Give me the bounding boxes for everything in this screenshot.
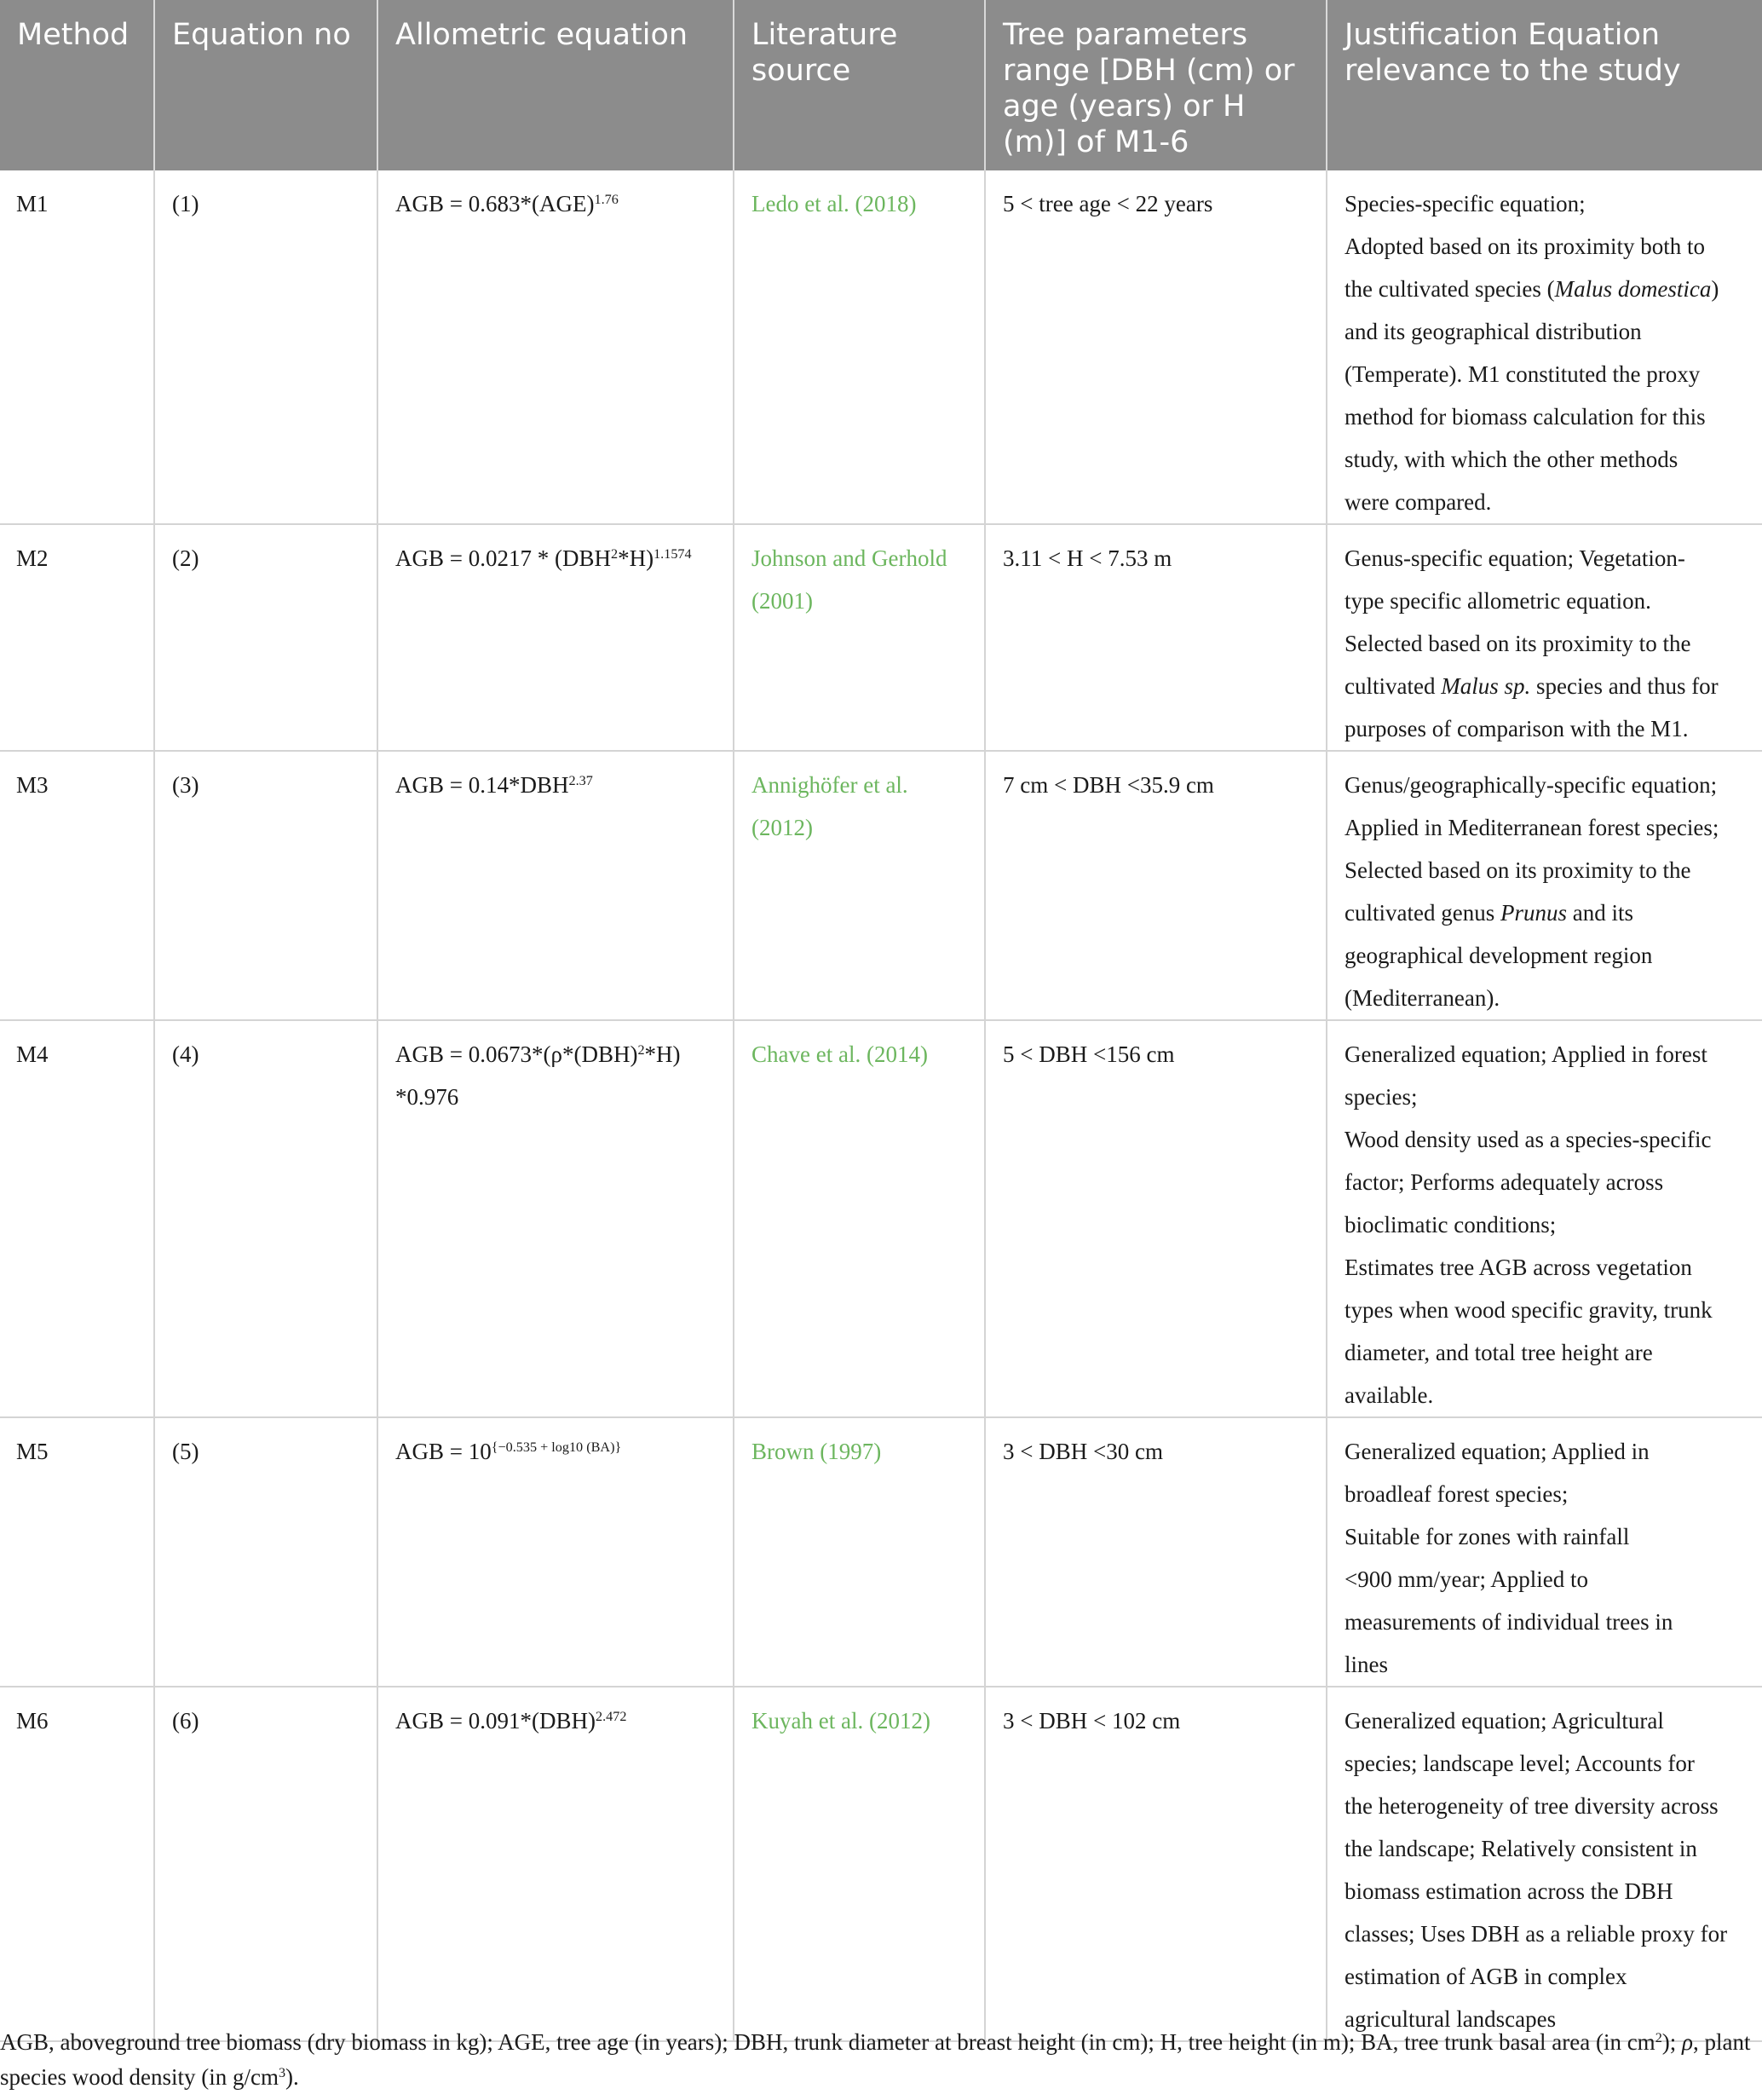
cell-method: M5 (0, 1417, 154, 1687)
justification-line: purposes of comparison with the M1. (1345, 716, 1689, 741)
table-row (0, 751, 1762, 1020)
footnote-superscript: 2 (1655, 2030, 1662, 2046)
header-justification: Justification Equation relevance to the study (1345, 18, 1681, 88)
species-name: Malus sp. (1441, 673, 1531, 699)
justification-line: Generalized equation; Applied in (1345, 1439, 1650, 1464)
justification-line: Species-specific equation; (1345, 191, 1586, 216)
justification-line: and its geographical distribution (1345, 319, 1642, 344)
cell-justification (1327, 1417, 1762, 1687)
justification-line: Genus-specific equation; Vegetation- (1345, 545, 1685, 571)
equation-exponent: {−0.535 + log10 (BA)} (491, 1439, 622, 1456)
cell-literature (734, 1687, 985, 2041)
cell-equation (377, 1020, 734, 1417)
equation-base: AGB = 0.14*DBH (395, 772, 569, 798)
justification-text: and its (1566, 900, 1633, 926)
cell-justification (1327, 524, 1762, 751)
equation-tail: *H) (644, 1041, 681, 1067)
literature-link[interactable]: Ledo et al. (2018) (751, 191, 917, 216)
footnote-text: AGB, aboveground tree biomass (dry biomass in kg); AGE, tree age (in years); DBH, trunk diameter at breast height (in cm); H, tree height (in m); BA, tree trunk basal area (in cm (0, 2029, 1655, 2055)
justification-line: method for biomass calculation for this (1345, 404, 1706, 430)
cell-literature (734, 1020, 985, 1417)
cell-equation (377, 524, 734, 751)
table-row (0, 1417, 1762, 1687)
equation-tail: *H) (618, 545, 654, 571)
justification-line: agricultural landscapes (1345, 2006, 1557, 2032)
justification-text: species and thus for (1530, 673, 1719, 699)
cell-literature (734, 751, 985, 1020)
justification-line: Selected based on its proximity to the (1345, 631, 1691, 656)
justification-text: cultivated genus (1345, 900, 1500, 926)
cell-justification (1327, 170, 1762, 524)
table-row (0, 1687, 1762, 2041)
justification-line: geographical development region (1345, 943, 1653, 968)
cell-method: M1 (0, 170, 154, 524)
cell-justification (1327, 1687, 1762, 2041)
justification-line: Estimates tree AGB across vegetation (1345, 1255, 1692, 1280)
justification-line: estimation of AGB in complex (1345, 1964, 1627, 1989)
justification-line: Genus/geographically-specific equation; (1345, 772, 1718, 798)
cell-range: 5 < tree age < 22 years (985, 170, 1327, 524)
cell-equation-no: (1) (154, 170, 377, 524)
footnote-superscript: 3 (278, 2065, 286, 2081)
header-equation-no: Equation no (154, 0, 377, 170)
justification-line: diameter, and total tree height are (1345, 1340, 1653, 1365)
cell-equation-no: (2) (154, 524, 377, 751)
footnote-text: ). (285, 2064, 299, 2090)
justification-line: the heterogeneity of tree diversity across (1345, 1793, 1719, 1819)
equation-exponent: 1.1574 (654, 546, 692, 562)
justification-line: Generalized equation; Agricultural (1345, 1708, 1664, 1734)
cell-equation (377, 1417, 734, 1687)
equation-base: AGB = 0.091*(DBH) (395, 1708, 596, 1734)
equation-base: AGB = 0.0217 * (DBH (395, 545, 611, 571)
literature-link[interactable]: Annighöfer et al. (2012) (751, 772, 908, 840)
justification-line: measurements of individual trees in (1345, 1609, 1673, 1635)
header-tree-parameters-range: Tree parameters range [DBH (cm) or age (years) or H (m)] of M1-6 (985, 0, 1327, 170)
table-row (0, 1020, 1762, 1417)
equation-base: AGB = 0.0673*(ρ*(DBH) (395, 1041, 638, 1067)
cell-range: 7 cm < DBH <35.9 cm (985, 751, 1327, 1020)
table-row (0, 524, 1762, 751)
literature-link[interactable]: Johnson and Gerhold (2001) (751, 545, 947, 614)
justification-line: types when wood specific gravity, trunk (1345, 1297, 1713, 1323)
justification-line: classes; Uses DBH as a reliable proxy for (1345, 1921, 1728, 1947)
justification-line: broadleaf forest species; (1345, 1481, 1569, 1507)
justification-line: Wood density used as a species-specific (1345, 1127, 1712, 1152)
justification-text: cultivated (1345, 673, 1442, 699)
species-name: Prunus (1500, 900, 1567, 926)
cell-range: 5 < DBH <156 cm (985, 1020, 1327, 1417)
literature-link[interactable]: Brown (1997) (751, 1439, 882, 1464)
cell-equation (377, 170, 734, 524)
justification-line: the landscape; Relatively consistent in (1345, 1836, 1697, 1861)
cell-justification (1327, 751, 1762, 1020)
justification-line: Suitable for zones with rainfall (1345, 1524, 1630, 1549)
justification-line: factor; Performs adequately across (1345, 1169, 1664, 1195)
justification-line: available. (1345, 1382, 1434, 1408)
justification-line (1345, 665, 1747, 707)
equation-base: AGB = 10 (395, 1439, 492, 1464)
justification-line: bioclimatic conditions; (1345, 1212, 1557, 1238)
justification-line: (Mediterranean). (1345, 985, 1500, 1011)
cell-method: M4 (0, 1020, 154, 1417)
equation-exponent: 2.472 (595, 1709, 627, 1725)
justification-line: <900 mm/year; Applied to (1345, 1566, 1588, 1592)
justification-line (1345, 891, 1747, 934)
cell-literature (734, 1417, 985, 1687)
header-allometric-equation: Allometric equation (377, 0, 734, 170)
justification-line: lines (1345, 1652, 1388, 1677)
justification-line: biomass estimation across the DBH (1345, 1878, 1673, 1904)
rho-symbol: ρ (1682, 2029, 1693, 2055)
footnote-text: ); (1661, 2029, 1683, 2055)
justification-text: ) (1711, 276, 1719, 302)
justification-line: species; (1345, 1084, 1418, 1110)
equation-exponent: 2 (610, 546, 619, 562)
cell-equation-no: (3) (154, 751, 377, 1020)
equation-exponent: 2 (637, 1042, 645, 1059)
species-name: Malus domestica (1554, 276, 1712, 302)
justification-line: Adopted based on its proximity both to (1345, 234, 1705, 259)
equation-exponent: 2.37 (568, 773, 593, 789)
cell-justification (1327, 1020, 1762, 1417)
header-literature-source: Literature source (734, 0, 985, 170)
cell-equation (377, 1687, 734, 2041)
literature-link[interactable]: Kuyah et al. (2012) (751, 1708, 930, 1734)
table-footnote (0, 2025, 1755, 2095)
cell-range: 3 < DBH < 102 cm (985, 1687, 1327, 2041)
justification-line: (Temperate). M1 constituted the proxy (1345, 361, 1701, 387)
table-row (0, 170, 1762, 524)
cell-method: M6 (0, 1687, 154, 2041)
cell-method: M2 (0, 524, 154, 751)
footnote-text: , plant species wood density (in g/cm (0, 2029, 1751, 2090)
cell-equation-no: (5) (154, 1417, 377, 1687)
header-method: Method (0, 0, 154, 170)
cell-range: 3 < DBH <30 cm (985, 1417, 1327, 1687)
table-header-row (0, 0, 1762, 170)
cell-equation (377, 751, 734, 1020)
equation-base: AGB = 0.683*(AGE) (395, 191, 595, 216)
justification-line: Applied in Mediterranean forest species; (1345, 815, 1719, 840)
cell-literature (734, 524, 985, 751)
justification-line (1345, 268, 1747, 310)
justification-line: were compared. (1345, 489, 1492, 515)
justification-line: Generalized equation; Applied in forest (1345, 1041, 1707, 1067)
justification-line: species; landscape level; Accounts for (1345, 1751, 1695, 1776)
justification-line: type specific allometric equation. (1345, 588, 1651, 614)
cell-equation-no: (6) (154, 1687, 377, 2041)
equation-exponent: 1.76 (594, 192, 619, 208)
equation-line-2: *0.976 (395, 1084, 459, 1110)
literature-link[interactable]: Chave et al. (2014) (751, 1041, 928, 1067)
cell-method: M3 (0, 751, 154, 1020)
justification-line: Selected based on its proximity to the (1345, 857, 1691, 883)
cell-equation-no: (4) (154, 1020, 377, 1417)
cell-literature (734, 170, 985, 524)
justification-text: the cultivated species ( (1345, 276, 1555, 302)
cell-range: 3.11 < H < 7.53 m (985, 524, 1327, 751)
justification-line: study, with which the other methods (1345, 447, 1679, 472)
